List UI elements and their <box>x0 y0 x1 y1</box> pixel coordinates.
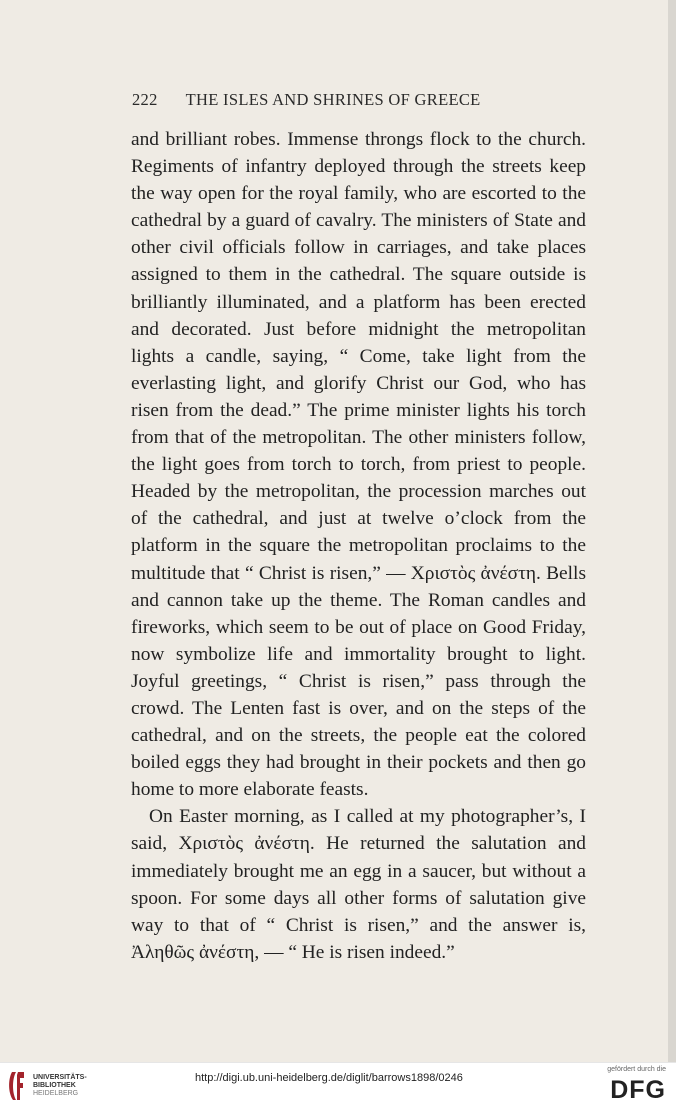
viewer-footer <box>0 1062 676 1109</box>
dfg-logo[interactable]: DFG <box>610 1076 666 1104</box>
permalink-url[interactable]: http://digi.ub.uni-heidelberg.de/diglit/barrows1898/0246 <box>195 1072 463 1084</box>
library-name-line3: HEIDELBERG <box>33 1090 79 1097</box>
page-number: 222 <box>132 90 158 109</box>
body-text <box>131 126 586 966</box>
library-name-line1: UNIVERSITÄTS- <box>33 1074 87 1081</box>
library-seal-icon <box>6 1069 28 1103</box>
library-name-line2: BIBLIOTHEK <box>33 1082 76 1089</box>
funded-by-label: gefördert durch die <box>607 1066 666 1073</box>
paragraph-2: On Easter morning, as I called at my photographer’s, I said, Χριστὸς ἀνέστη. He returned the salutation and immediately brought me an egg in a saucer, but without a spoon. For some days all other forms of salutation give way to that of “ Christ is risen,” and the answer is, Ἀληθῶς ἀνέστη, — “ He is risen indeed.” <box>131 806 586 963</box>
page-edge <box>668 0 676 1062</box>
running-header <box>132 90 481 110</box>
running-title: THE ISLES AND SHRINES OF GREECE <box>185 90 481 109</box>
library-logo[interactable] <box>6 1069 87 1103</box>
paragraph-1: and brilliant robes. Immense throngs flock to the church. Regiments of infantry deployed through the streets keep the way open for the royal family, who are escorted to the cathedral by a guard of cavalry. The ministers of State and other civil officials follow in carriages, and take places assigned to them in the cathedral. The square outside is brilliantly illuminated, and a platform has been erected and decorated. Just before midnight the metropolitan lights a candle, saying, “ Come, take light from the everlasting light, and glorify Christ our God, who has risen from the dead.” The prime minister lights his torch from that of the metropolitan. The other ministers follow, the light goes from torch to torch, from priest to people. Headed by the metropolitan, the procession marches out of the cathedral, and just at twelve o’clock from the platform in the square the metropolitan proclaims to the multitude that “ Christ is risen,” — Χριστὸς ἀνέστη. Bells and cannon take up the theme. The Roman candles and fireworks, which seem to be out of place on Good Friday, now symbolize life and immortality brought to light. Joyful greetings, “ Christ is risen,” pass through the crowd. The Lenten fast is over, and on the steps of the cathedral, and on the streets, the people eat the colored boiled eggs they had brought in their pockets and then go home to more elaborate feasts. <box>131 129 586 801</box>
